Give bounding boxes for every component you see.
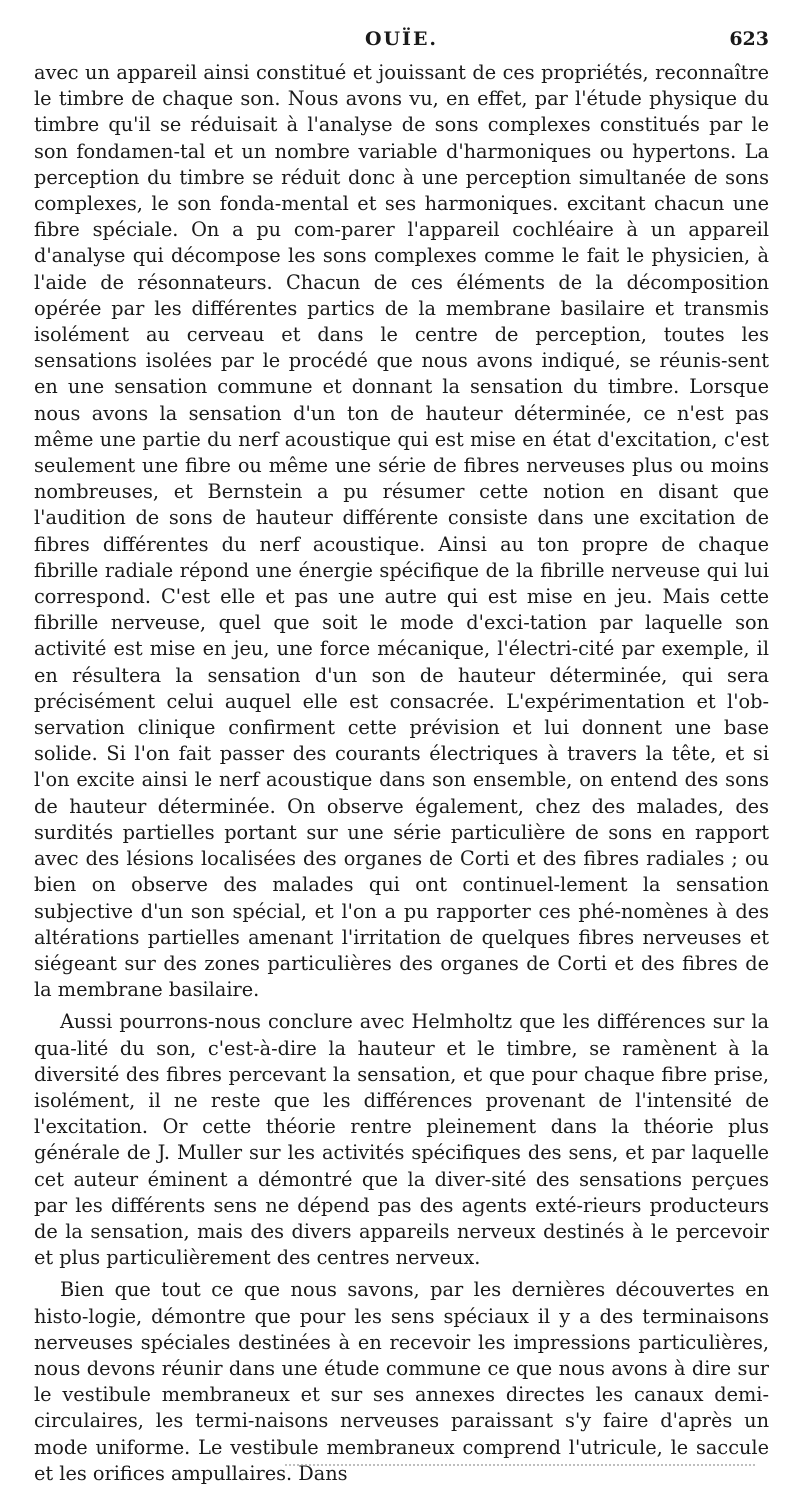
paragraph-1: avec un appareil ainsi constitué et jouissant de ces propriétés, reconnaître le timbre de chaque son. Nous avons vu, en effet, par l'étude physique du timbre qu'il se réduisait à l'analyse de sons complexes constitués par le son fondamen-tal et un nombre variable d'harmoniques ou hypertons. La perception du timbre se réduit donc à une perception simultanée de sons complexes, le son fonda-mental et ses harmoniques. excitant chacun une fibre spéciale. On a pu com-parer l'appareil cochléaire à un appareil d'analyse qui décompose les sons complexes comme le fait le physicien, à l'aide de résonnateurs. Chacun de ces éléments de la décomposition opérée par les différentes partics de la membrane basilaire et transmis isolément au cerveau et dans le centre de perception, toutes les sensations isolées par le procédé que nous avons indiqué, se réunis-sent en une sensation commune et donnant la sensation du timbre. Lorsque nous avons la sensation d'un ton de hauteur déterminée, ce n'est pas même une partie du nerf acoustique qui est mise en état d'excitation, c'est seulement une fibre ou même une série de fibres nerveuses plus ou moins nombreuses, et Bernstein a pu résumer cette notion en disant que l'audition de sons de hauteur différente consiste dans une excitation de fibres différentes du nerf acoustique. Ainsi au ton propre de chaque fibrille radiale répond une énergie spécifique de la fibrille nerveuse qui lui correspond. C'est elle et pas une autre qui est mise en jeu. Mais cette fibrille nerveuse, quel que soit le mode d'exci-tation par laquelle son activité est mise en jeu, une force mécanique, l'électri-cité par exemple, il en résultera la sensation d'un son de hauteur déterminée, qui sera précisément celui auquel elle est consacrée. L'expérimentation et l'ob-servation clinique confirment cette prévision et lui donnent une base solide. Si l'on fait passer des courants électriques à travers la tête, et si l'on excite ainsi le nerf acoustique dans son ensemble, on entend des sons de hauteur déterminée. On observe également, chez des malades, des surdités partielles portant sur une série particulière de sons en rapport avec des lésions localisées des organes de Corti et des fibres radiales ; ou bien on observe des malades qui ont continuel-lement la sensation subjective d'un son spécial, et l'on a pu rapporter ces phé-nomènes à des altérations partielles amenant l'irritation de quelques fibres nerveuses et siégeant sur des zones particulières des organes de Corti et des fibres de la membrane basilaire. (34, 61, 769, 1002)
page-number: 623 (729, 28, 769, 50)
body-text (34, 60, 769, 1487)
running-title: OUÏE. (364, 28, 439, 50)
running-head (34, 28, 769, 58)
footer-rule (285, 1464, 755, 1466)
paragraph-2: Aussi pourrons-nous conclure avec Helmholtz que les différences sur la qua-lité du son, c'est-à-dire la hauteur et le timbre, se ramènent à la diversité des fibres percevant la sensation, et que pour chaque fibre prise, isolément, il ne reste que les différences provenant de l'intensité de l'excitation. Or cette théorie rentre pleinement dans la théorie plus générale de J. Muller sur les activités spécifiques des sens, et par laquelle cet auteur éminent a démontré que la diver-sité des sensations perçues par les différents sens ne dépend pas des agents exté-rieurs producteurs de la sensation, mais des divers appareils nerveux destinés à le percevoir et plus particulièrement des centres nerveux. (34, 1010, 769, 1270)
paragraph-3: Bien que tout ce que nous savons, par les dernières découvertes en histo-logie, démontre que pour les sens spéciaux il y a des terminaisons nerveuses spéciales destinées à en recevoir les impressions particulières, nous devons réunir dans une étude commune ce que nous avons à dire sur le vestibule membraneux et sur ses annexes directes les canaux demi-circulaires, les termi-naisons nerveuses paraissant s'y faire d'après un mode uniforme. Le vestibule membraneux comprend l'utricule, le saccule et les orifices ampullaires. Dans (34, 1278, 769, 1485)
